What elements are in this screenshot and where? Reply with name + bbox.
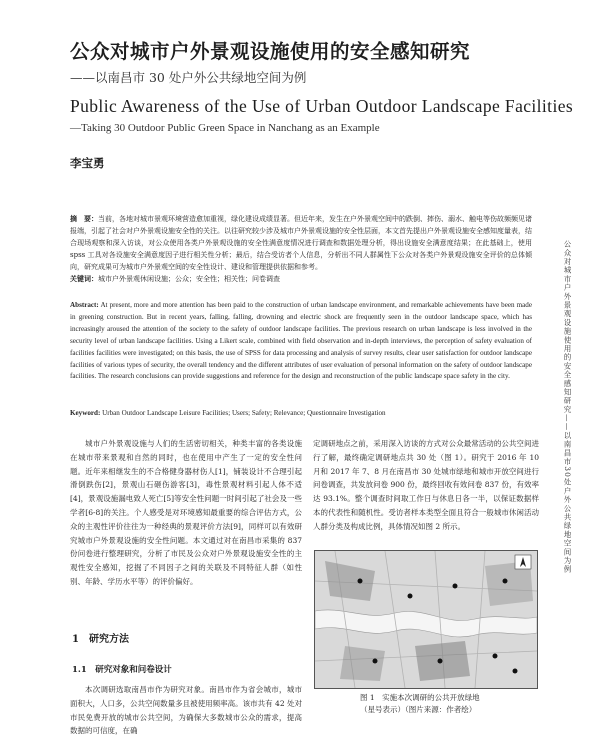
keywords-cn-text: 城市户外景观休闲设施；公众；安全性；相关性；问卷调查 — [98, 275, 280, 283]
abstract-en-text: At present, more and more attention has been paid to the construction of urban landscape environment, and remarkable achievements have been made in greening construction. But in recent years, falling, falling, drowning and electric shock are frequently seen in the outdoor landscape space, which has increasingly aroused the attention of the society to the safety of outdoor landscape facilities. The previous research on urban landscape is less involved in the security level of urban landscape facilities. Using a Likert scale, combined with field observation and in-depth interviews, the perception of safety evaluation of facilities facilities were investigated; on this basis, the use of SPSS for data processing and analysis of survey results, clear user satisfaction for outdoor landscape facilities of various types of security, the overall tendency and the different attributes of user evaluation of personal information on the safety of outdoor landscape facilities. The research conclusions can provide suggestions and reference for the design and reconstruction of the public landscape space safety in the city. — [70, 301, 532, 381]
article-subtitle-cn: ——以南昌市 30 处户外公共绿地空间为例 — [70, 70, 307, 85]
abstract-en-label: Abstract: — [70, 301, 99, 309]
keywords-cn-label: 关键词： — [70, 274, 98, 283]
running-header-text: 公众对城市户外景观设施使用的安全感知研究——以南昌市30处户外公共绿地空间为例 — [563, 240, 572, 574]
abstract-en — [70, 300, 532, 383]
section-heading-1-1: 1.1 研究对象和问卷设计 — [72, 665, 172, 675]
keywords-cn — [70, 273, 532, 286]
intro-paragraph-right: 定调研地点之前，采用深入访谈的方式对公众最常活动的公共空间进行了解，最终确定调研地点共 30 处（图 1）。研究于 2016 年 10 月和 2017 年 7、8 月在南昌市 30 处城市绿地和城市开放空间进行问卷调查，共发放问卷 900 份，最终回收有效问卷 837 份，有效率达 93.1%。整个调查时间取工作日与休息日各一半，以保证数据样本的代表性和随机性。受访者样本类型全面且符合一般城市休闲活动人群分类及构成比例，具体情况如图 2 所示。 — [313, 439, 539, 531]
keywords-en-label: Keyword: — [70, 409, 101, 417]
article-title-cn: 公众对城市户外景观设施使用的安全感知研究 — [70, 40, 471, 63]
method-paragraph-left: 本次调研选取南昌市作为研究对象。南昌市作为省会城市，城市面积大，人口多，公共空间数量多且被使用频率高。该市共有 42 处对市民免费开放的城市公共空间，为确保大多数城市公众的需求，提高数据的可信度，在确 — [70, 685, 302, 736]
abstract-cn-label: 摘 要： — [70, 214, 98, 223]
article-subtitle-en: —Taking 30 Outdoor Public Green Space in Nanchang as an Example — [70, 122, 380, 134]
figure-1-caption — [360, 692, 480, 716]
keywords-en-text: Urban Outdoor Landscape Leisure Facilities; Users; Safety; Relevance; Questionnaire Investigation — [102, 409, 386, 417]
keywords-en — [70, 408, 532, 420]
section-heading-1: 1 研究方法 — [72, 634, 129, 645]
article-title-en: Public Awareness of the Use of Urban Outdoor Landscape Facilities — [70, 96, 574, 116]
figure-1-caption-line2: （星号表示）（图片来源：作者绘） — [360, 705, 477, 714]
author-name: 李宝勇 — [70, 156, 105, 170]
intro-paragraph-left: 城市户外景观设施与人们的生活密切相关，种类丰富的各类设施在城市带来景观和自然的同时，也在使用中产生了一定的安全性问题。近年来相继发生的不合格健身器材伤人[1]，铺装设计不合理引起滑倒跌伤[2]，景观山石砸伤游客[3]，毒性景观材料引起人体不适[4]，景观设施漏电致人死亡[5]等安全性问题一时间引起了社会及一些学者[6-8]的关注。个人感受是对环境感知最重要的综合评估方式，公众的主观性评价往往为一种经典的景观评价方法[9]，同样可以有效研究城市户外景观设施的安全性问题。本文通过对在南昌市采集的 837 份问卷进行整理研究，分析了市民及公众对户外景观设施安全性的主观性安全感知，挖掘了不同因子之间的关联及不同特征人群（如性别、年龄、学历水平等）的评价偏好。 — [70, 439, 302, 586]
figure-1-map — [314, 550, 538, 689]
abstract-cn-text: 当前，各地对城市景观环境营造愈加重视，绿化建设成绩显著。但近年来，发生在户外景观空间中的跌倒、摔伤、溺水、触电等伤故频频见诸报端，引起了社会对户外景观设施安全性的关注。以往研究较少涉及城市户外景观设施的安全性层面，本文首先提出户外景观设施安全感知度量表，结合现场观察和深入访谈，对公众使用各类户外景观设施的安全性满意度情况进行调查和数据处理分析，得出设施安全满意度结果；在此基础上，使用 spss 工具对各设施安全满意度因子进行相关性分析；最后，结合受访者个人信息，分析出不同人群属性下公众对各类户外景观设施安全评价的总体倾向，研究成果可为城市户外景观空间的安全性设计、建设和管理提供依据和参考。 — [70, 215, 532, 271]
map-graphic — [315, 551, 537, 688]
abstract-cn — [70, 213, 532, 274]
running-header-vertical — [562, 240, 578, 705]
figure-1-caption-line1: 图 1 实施本次调研的公共开放绿地 — [360, 693, 480, 702]
